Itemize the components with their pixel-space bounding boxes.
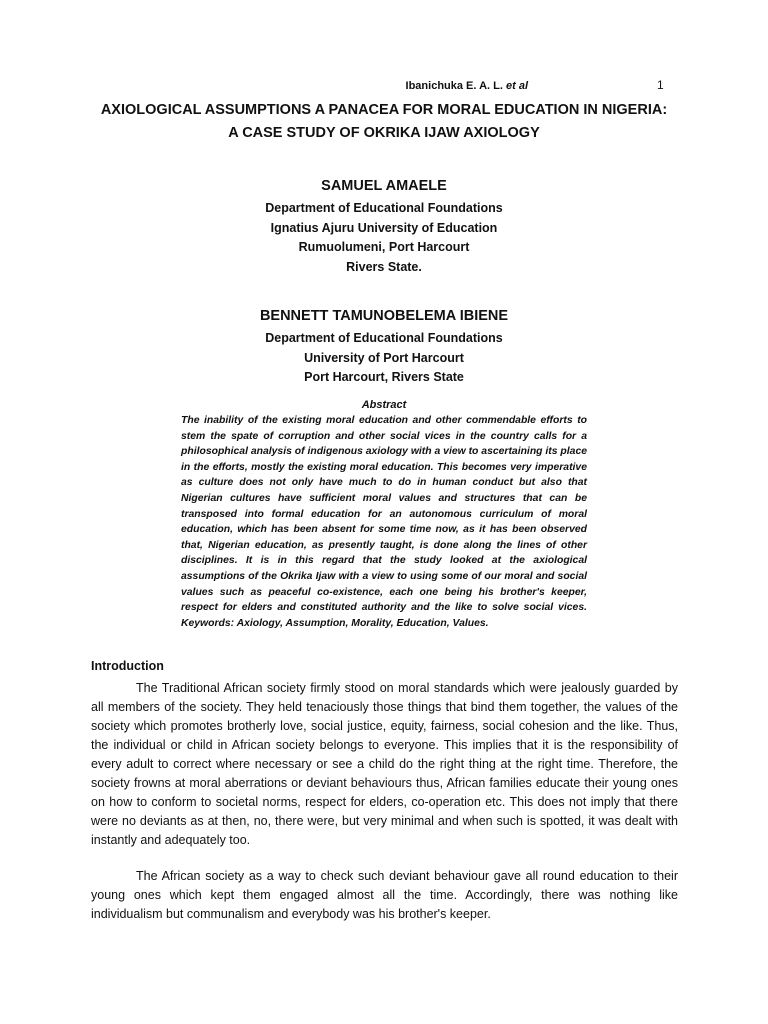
title-line-1: AXIOLOGICAL ASSUMPTIONS A PANACEA FOR MORAL EDUCATION IN NIGERIA: bbox=[100, 102, 668, 118]
author-name: SAMUEL AMAELE bbox=[321, 178, 447, 194]
affiliation-line: Rumuolumeni, Port Harcourt bbox=[298, 240, 470, 254]
running-head-author: Ibanichuka E. A. L. bbox=[405, 80, 503, 92]
abstract-heading: Abstract bbox=[361, 399, 407, 411]
body-paragraph: The Traditional African society firmly stood on moral standards which were jealously guarded by all members of the society. They held tenaciously those things that bind them together, the values of the society which promotes brotherly love, social justice, equity, fairness, social cohesion and the like. Thus, the individual or child in African society belongs to everyone. This implies that it is the responsibility of every adult to correct where necessary or see a child do the right thing at the right time. Therefore, the society frowns at moral aberrations or deviant behaviours thus, African families educate their young ones on how to conform to societal norms, respect for elders, co-operation etc. This does not imply that there were no deviants as at then, no, there were, but very minimal and when such is spotted, it was dealt with instantly and adequately too. bbox=[91, 681, 678, 847]
abstract-body: The inability of the existing moral education and other commendable efforts to stem the spate of corruption and other social vices in the country calls for a philosophical analysis of indigenous axiology with a view to ascertaining its place in the efforts, mostly the existing moral education. This becomes very imperative as culture does not only have much to do in human conduct but also that Nigerian cultures have sufficient moral values and structures that can be transposed into formal education for an autonomous curriculum of moral education, which has been absent for some time now, as it has been observed that, Nigerian education, as presently taught, is done along the lines of other disciplines. It is in this regard that the study looked at the axiological assumptions of the Okrika Ijaw with a view to using some of our moral and social values such as peaceful co-existence, each one being his brother's keeper, respect for elders and constituted authority and the like to solve social vices. Keywords: Axiology, Assumption, Morality, Education, Values. bbox=[181, 415, 587, 629]
title-line-2: A CASE STUDY OF OKRIKA IJAW AXIOLOGY bbox=[228, 125, 540, 141]
running-head-etal: et al bbox=[505, 80, 528, 92]
abstract-section bbox=[181, 398, 587, 631]
affiliation-line: University of Port Harcourt bbox=[304, 350, 464, 365]
author-name: BENNETT TAMUNOBELEMA IBIENE bbox=[259, 308, 509, 324]
affiliation-line: Rivers State. bbox=[346, 259, 422, 274]
running-head bbox=[406, 80, 528, 92]
body-paragraph: The African society as a way to check such deviant behaviour gave all round education to their young ones which kept them engaged almost all the time. Accordingly, there was nothing like individualism but communalism and everybody was his brother's keeper. bbox=[91, 869, 678, 921]
author-block-1 bbox=[0, 175, 768, 277]
affiliation-line: Department of Educational Foundations bbox=[265, 201, 503, 215]
author-block-2 bbox=[0, 305, 768, 388]
page-number: 1 bbox=[657, 78, 664, 92]
affiliation-line: Department of Educational Foundations bbox=[265, 331, 503, 345]
affiliation-line: Ignatius Ajuru University of Education bbox=[270, 220, 498, 235]
affiliation-line: Port Harcourt, Rivers State bbox=[304, 370, 464, 384]
paper-title bbox=[0, 99, 768, 145]
introduction-heading: Introduction bbox=[91, 659, 164, 673]
